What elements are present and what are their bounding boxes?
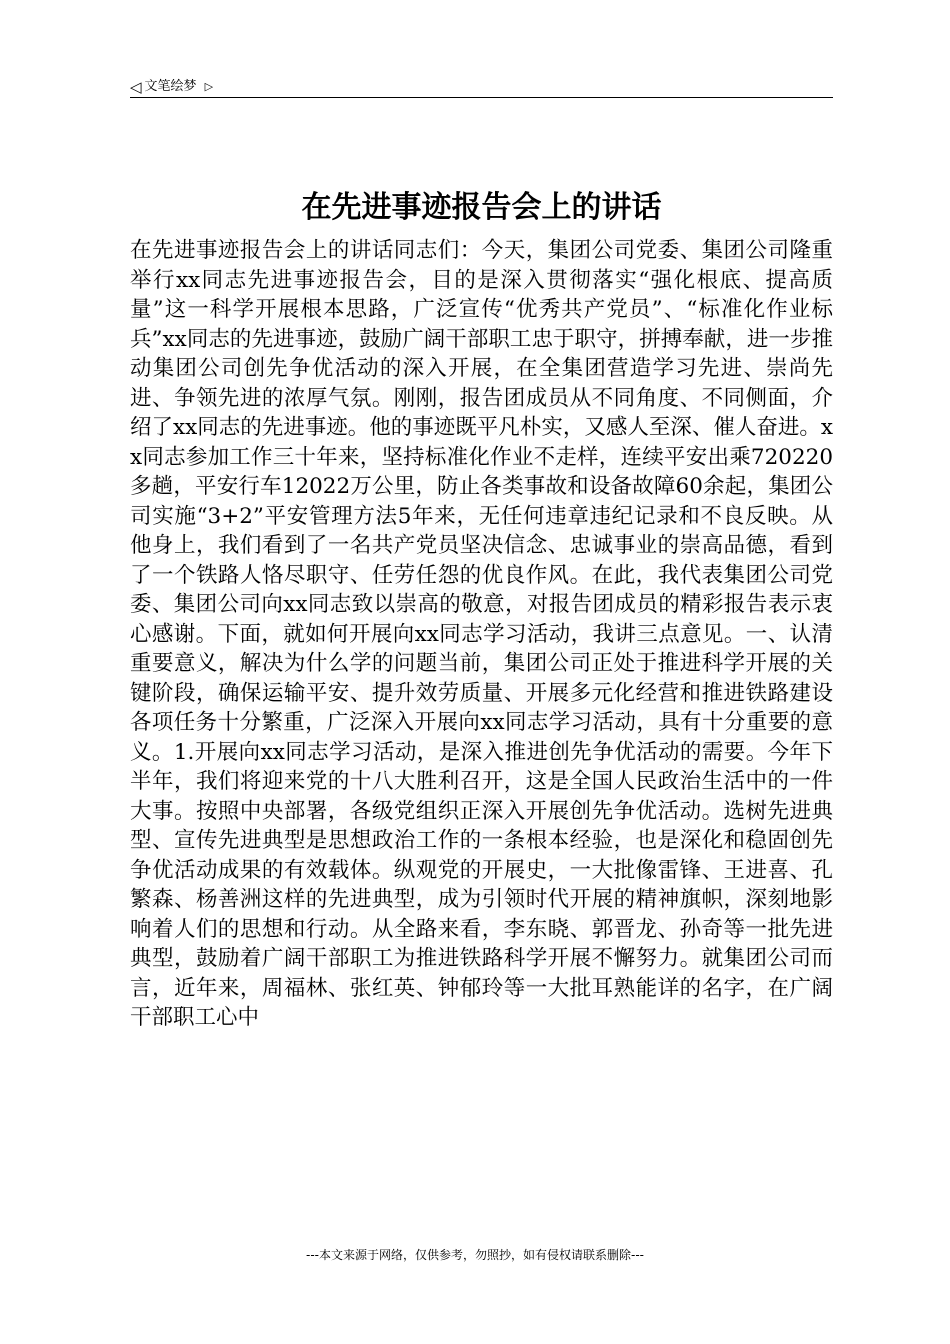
- header-site-name: 文笔绘梦: [144, 79, 197, 94]
- right-triangle-icon: ▷: [204, 80, 214, 93]
- header-divider: [130, 97, 833, 98]
- footer-notice: ---本文来源于网络，仅供参考，勿照抄，如有侵权请联系删除---: [306, 1248, 644, 1262]
- left-triangle-icon: ◁: [130, 78, 142, 96]
- page-header: [130, 76, 833, 98]
- document-title: 在先进事迹报告会上的讲话: [301, 190, 662, 225]
- document-body: 在先进事迹报告会上的讲话同志们：今天，集团公司党委、集团公司隆重举行xx同志先进事迹报告会，目的是深入贯彻落实“强化根底、提高质量”这一科学开展根本思路，广泛宣传“优秀共产党员”、“标准化作业标兵”xx同志的先进事迹，鼓励广阔干部职工忠于职守，拼搏奉献，进一步推动集团公司创先争优活动的深入开展，在全集团营造学习先进、崇尚先进、争领先进的浓厚气氛。刚刚，报告团成员从不同角度、不同侧面，介绍了xx同志的先进事迹。他的事迹既平凡朴实，又感人至深、催人奋进。xx同志参加工作三十年来，坚持标准化作业不走样，连续平安出乘720220多趟，平安行车12022万公里，防止各类事故和设备故障60余起，集团公司实施“3+2”平安管理方法5年来，无任何违章违纪记录和不良反映。从他身上，我们看到了一名共产党员坚决信念、忠诚事业的崇高品德，看到了一个铁路人恪尽职守、任劳任怨的优良作风。在此，我代表集团公司党委、集团公司向xx同志致以崇高的敬意，对报告团成员的精彩报告表示衷心感谢。下面，就如何开展向xx同志学习活动，我讲三点意见。一、认清重要意义，解决为什么学的问题当前，集团公司正处于推进科学开展的关键阶段，确保运输平安、提升效劳质量、开展多元化经营和推进铁路建设各项任务十分繁重，广泛深入开展向xx同志学习活动，具有十分重要的意义。1.开展向xx同志学习活动，是深入推进创先争优活动的需要。今年下半年，我们将迎来党的十八大胜利召开，这是全国人民政治生活中的一件大事。按照中央部署，各级党组织正深入开展创先争优活动。选树先进典型、宣传先进典型是思想政治工作的一条根本经验，也是深化和稳固创先争优活动成果的有效载体。纵观党的开展史，一大批像雷锋、王进喜、孔繁森、杨善洲这样的先进典型，成为引领时代开展的精神旗帜，深刻地影响着人们的思想和行动。从全路来看，李东晓、郭晋龙、孙奇等一批先进典型，鼓励着广阔干部职工为推进铁路科学开展不懈努力。就集团公司而言，近年来，周福林、张红英、钟郁玲等一大批耳熟能详的名字，在广阔干部职工心中: [130, 238, 833, 1030]
